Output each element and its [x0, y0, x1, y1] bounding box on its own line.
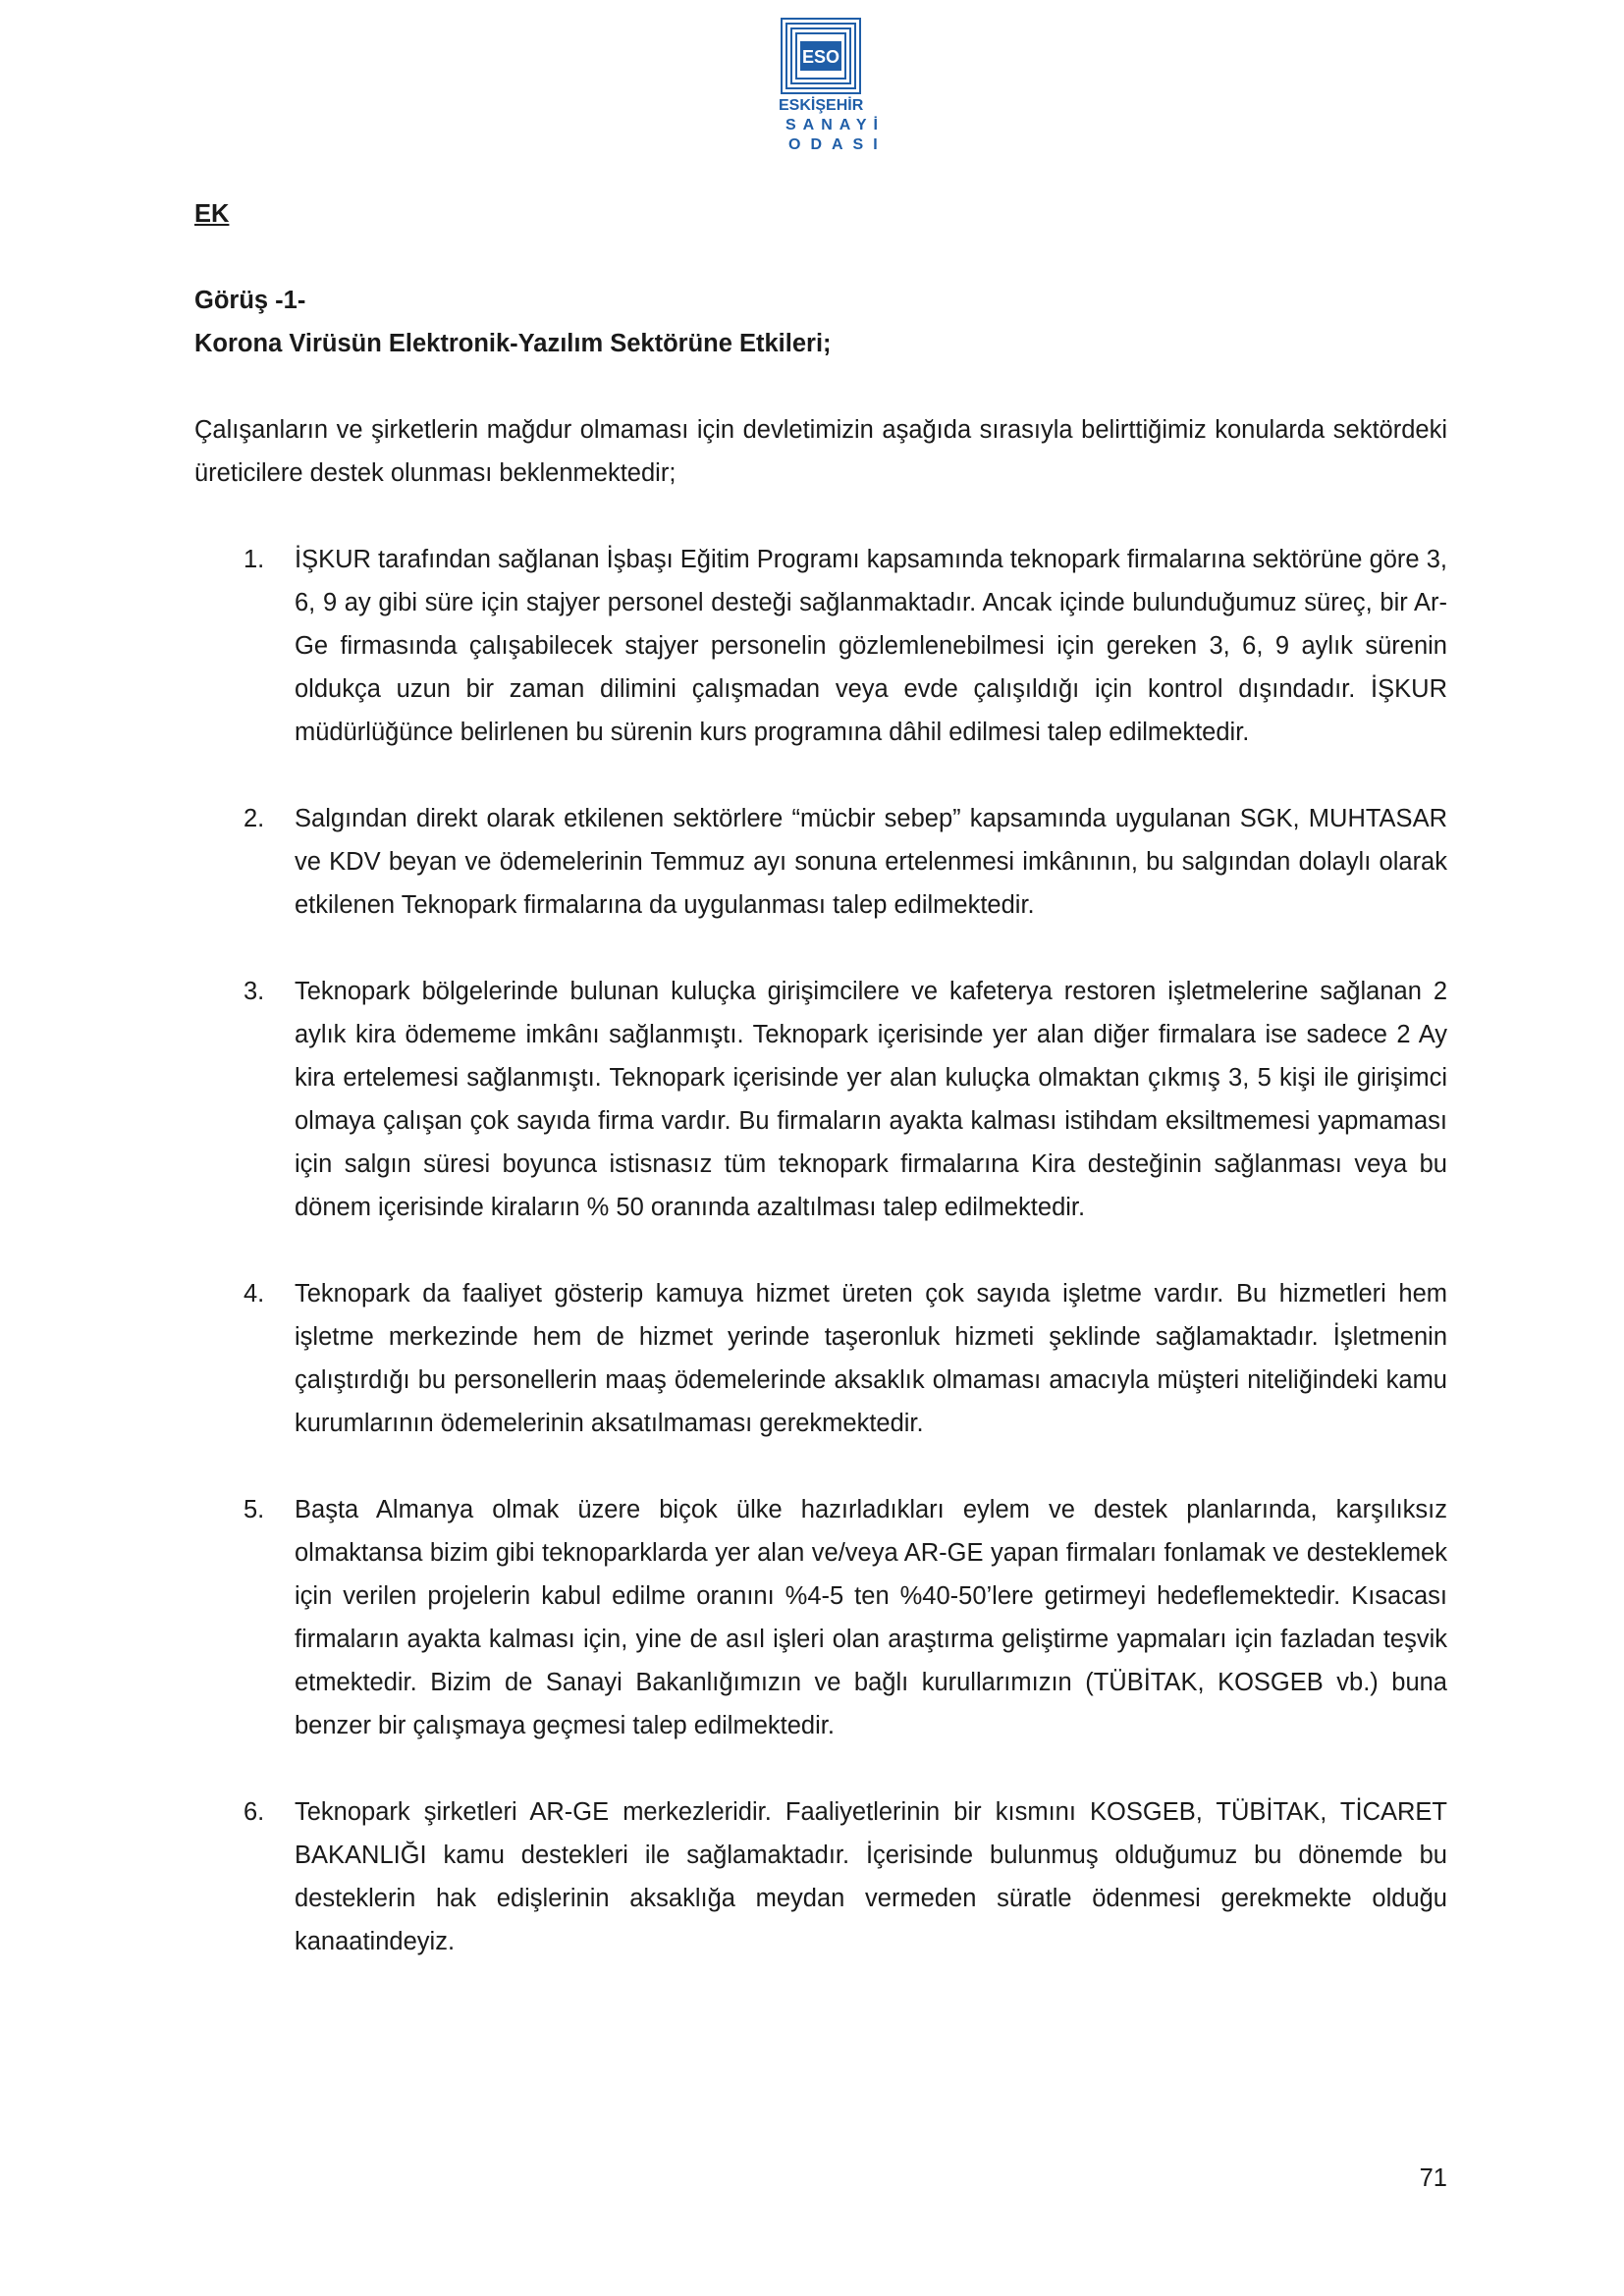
list-item-number: 6. [244, 1798, 265, 1826]
list-item-text: Teknopark şirketleri AR-GE merkezleridir. Faaliyetlerinin bir kısmını KOSGEB, TÜBİTAK, TİCARET BAKANLIĞI kamu destekleri ile sağlamaktadır. İçerisinde bulunmuş olduğumuz bu dönemde bu desteklerin hak edişlerinin aksaklığa meydan vermeden süratle ödenmesi gerekmekte olduğu kanaatindeyiz. [295, 1798, 1447, 1955]
logo-line-odasi: ODASI [788, 136, 888, 153]
list-item-text: Başta Almanya olmak üzere biçok ülke hazırladıkları eylem ve destek planlarında, karşılıksız olmaktansa bizim gibi teknoparklarda yer alan ve/veya AR-GE yapan firmaları fonlamak ve desteklemek için verilen projelerin kabul edilme oranını %4-5 ten %40-50’lere getirmeyi hedeflemektedir. Kısacası firmaların ayakta kalması için, yine de asıl işleri olan araştırma geliştirme yapmaları için fazladan teşvik etmektedir. Bizim de Sanayi Bakanlığımızın ve bağlı kurullarımızın (TÜBİTAK, KOSGEB vb.) buna benzer bir çalışmaya geçmesi talep edilmektedir. [295, 1496, 1447, 1739]
list-item [194, 970, 1447, 1229]
document-title: Korona Virüsün Elektronik-Yazılım Sektörüne Etkileri; [194, 330, 832, 357]
page-number: 71 [1419, 2164, 1447, 2192]
list-item [194, 1488, 1447, 1747]
eso-logo-wordmark [779, 96, 888, 155]
logo-line-sanayi: SANAYİ [785, 117, 885, 133]
annex-label: EK [194, 200, 230, 228]
list-item [194, 1272, 1447, 1445]
numbered-list [194, 538, 1447, 1963]
list-item [194, 538, 1447, 754]
intro-paragraph: Çalışanların ve şirketlerin mağdur olmaması için devletimizin aşağıda sırasıyla belirttiğimiz konularda sektördeki üreticilere destek olunması beklenmektedir; [194, 416, 1447, 487]
list-item-number: 1. [244, 546, 265, 573]
list-item [194, 1790, 1447, 1963]
eso-logo-mark [781, 18, 861, 94]
list-item-text: Salgından direkt olarak etkilenen sektörlere “mücbir sebep” kapsamında uygulanan SGK, MUHTASAR ve KDV beyan ve ödemelerinin Temmuz ayı sonuna ertelenmesi imkânının, bu salgından dolaylı olarak etkilenen Teknopark firmalarına da uygulanması talep edilmektedir. [295, 805, 1447, 919]
list-item-number: 3. [244, 978, 265, 1005]
list-item [194, 797, 1447, 927]
document-body [194, 192, 1447, 2006]
logo-line-eskisehir: ESKİŞEHİR [779, 97, 864, 114]
eso-logo [779, 18, 888, 155]
list-item-number: 2. [244, 805, 265, 832]
list-item-text: Teknopark da faaliyet gösterip kamuya hizmet üreten çok sayıda işletme vardır. Bu hizmetleri hem işletme merkezinde hem de hizmet yerinde taşeronluk hizmeti şeklinde sağlamaktadır. İşletmenin çalıştırdığı bu personellerin maaş ödemelerinde aksaklık olmaması amacıyla müşteri niteliğindeki kamu kurumlarının ödemelerinin aksatılmaması gerekmektedir. [295, 1280, 1447, 1437]
list-item-number: 4. [244, 1280, 265, 1308]
list-item-number: 5. [244, 1496, 265, 1523]
opinion-heading: Görüş -1- [194, 287, 306, 314]
eso-badge-text: ESO [801, 47, 840, 67]
list-item-text: İŞKUR tarafından sağlanan İşbaşı Eğitim Programı kapsamında teknopark firmalarına sektörüne göre 3, 6, 9 ay gibi süre için stajyer personel desteği sağlanmaktadır. Ancak içinde bulunduğumuz süreç, bir Ar-Ge firmasında çalışabilecek stajyer personelin gözlemlenebilmesi için gereken 3, 6, 9 aylık sürenin oldukça uzun bir zaman dilimini çalışmadan veya evde çalışıldığı için kontrol dışındadır. İŞKUR müdürlüğünce belirlenen bu sürenin kurs programına dâhil edilmesi talep edilmektedir. [295, 546, 1447, 746]
list-item-text: Teknopark bölgelerinde bulunan kuluçka girişimcilere ve kafeterya restoren işletmelerine sağlanan 2 aylık kira ödememe imkânı sağlanmıştı. Teknopark içerisinde yer alan diğer firmalara ise sadece 2 Ay kira ertelemesi sağlanmıştı. Teknopark içerisinde yer alan kuluçka olmaktan çıkmış 3, 5 kişi ile girişimci olmaya çalışan çok sayıda firma vardır. Bu firmaların ayakta kalması istihdam eksiltmemesi yapmaması için salgın süresi boyunca istisnasız tüm teknopark firmalarına Kira desteğinin sağlanması veya bu dönem içerisinde kiraların % 50 oranında azaltılması talep edilmektedir. [295, 978, 1447, 1221]
